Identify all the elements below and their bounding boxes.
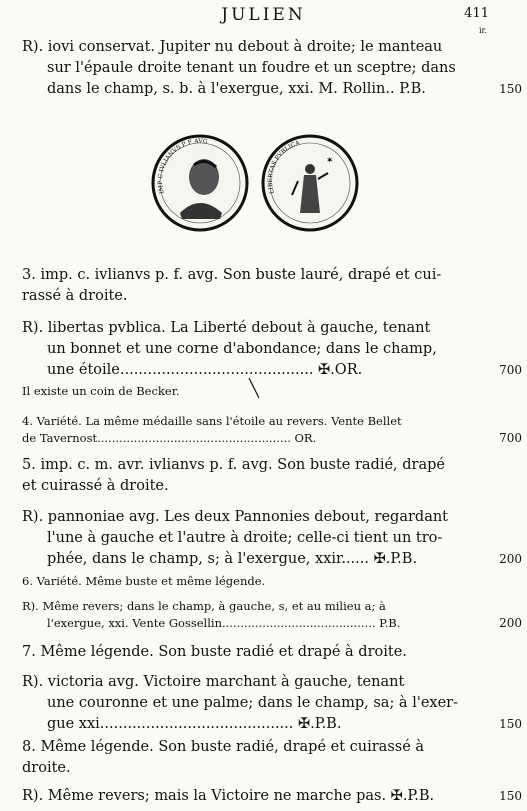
entry-line: R). Même revers; dans le champ, à gauche, s, et au milieu a; à <box>22 599 386 613</box>
entry-6 <box>22 573 492 590</box>
entry-line: 8. Même légende. Son buste radié, drapé et cuirassé à <box>22 739 425 755</box>
entry-line: R). pannoniae avg. Les deux Pannonies debout, regardant <box>22 509 449 525</box>
entry-line: phée, dans le champ, s; à l'exergue, xxir...... ✠.P.B. 200 <box>22 549 492 570</box>
entry-line: l'exergue, xxi. Vente Gossellin.......................................... P.B. 200 <box>47 616 522 630</box>
entry-line: 6. Variété. Même buste et même légende. <box>22 574 266 588</box>
coin-reverse-image <box>260 133 360 233</box>
pencil-mark <box>247 377 261 399</box>
entry-line: R). libertas pvblica. La Liberté debout à gauche, tenant <box>22 320 431 336</box>
entry-line: Il existe un coin de Becker. <box>22 384 180 398</box>
entry-reverse-jupiter <box>22 37 522 100</box>
entry-7 <box>22 642 492 663</box>
entry-line: dans le champ, s. b. à l'exergue, xxi. M. Rollin.. P.B. 150 <box>22 79 492 100</box>
entry-3-obverse <box>22 265 492 307</box>
page-header-title: JULIEN <box>221 5 306 25</box>
svg-text:LIBERTAS PVBLICA: LIBERTAS PVBLICA <box>266 139 301 195</box>
entry-5-reverse <box>22 507 522 570</box>
entry-4 <box>22 413 522 447</box>
price: 150 <box>499 717 522 731</box>
coin-illustrations <box>0 133 527 238</box>
entry-line: sur l'épaule droite tenant un foudre et un sceptre; dans <box>47 60 456 76</box>
entry-line: rassé à droite. <box>22 288 128 304</box>
entry-line: et cuirassé à droite. <box>22 478 169 494</box>
price: 200 <box>499 552 522 566</box>
entry-line: l'une à gauche et l'autre à droite; celle-ci tient un tro- <box>47 530 443 546</box>
svg-text:IMP C IVLIANVS P F AVG: IMP C IVLIANVS P F AVG <box>156 137 208 195</box>
entry-8-reverse <box>22 786 522 807</box>
entry-line: gue xxi.......................................... ✠.P.B. 150 <box>22 714 492 735</box>
entry-line: un bonnet et une corne d'abondance; dans le champ, <box>47 341 437 357</box>
entry-line: une couronne et une palme; dans le champ, sa; à l'exer- <box>47 695 458 711</box>
coin-obverse-image <box>150 133 250 233</box>
entry-line: droite. <box>22 760 71 776</box>
entry-8 <box>22 737 492 779</box>
entry-line: 5. imp. c. m. avr. ivlianvs p. f. avg. Son buste radié, drapé <box>22 457 445 473</box>
price: 200 <box>499 616 522 630</box>
entry-line: R). Même revers; mais la Victoire ne marche pas. ✠.P.B. 150 <box>22 786 492 807</box>
price: 700 <box>499 363 522 377</box>
entry-line: 4. Variété. La même médaille sans l'étoile au revers. Vente Bellet <box>22 414 402 428</box>
entry-line: une étoile.......................................... ✠.OR. 700 <box>22 360 492 381</box>
entry-line: 3. imp. c. ivlianvs p. f. avg. Son buste lauré, drapé et cui- <box>22 267 442 283</box>
price: 150 <box>499 82 522 96</box>
entry-5-obverse <box>22 455 492 497</box>
price: 700 <box>499 431 522 445</box>
entry-6-reverse <box>22 598 522 632</box>
svg-text:✶: ✶ <box>326 156 334 166</box>
entry-3-reverse <box>22 318 522 381</box>
entry-7-reverse <box>22 672 522 735</box>
entry-line: 7. Même légende. Son buste radié et drapé à droite. <box>22 644 407 660</box>
entry-line: de Tavernost..................................................... OR. 700 <box>22 431 522 445</box>
entry-line: R). iovi conservat. Jupiter nu debout à droite; le manteau <box>22 39 443 55</box>
entry-line: R). victoria avg. Victoire marchant à gauche, tenant <box>22 674 405 690</box>
page-number-sub: ir. <box>478 26 487 35</box>
price: 150 <box>499 789 522 803</box>
page-number: 411 <box>464 6 489 21</box>
